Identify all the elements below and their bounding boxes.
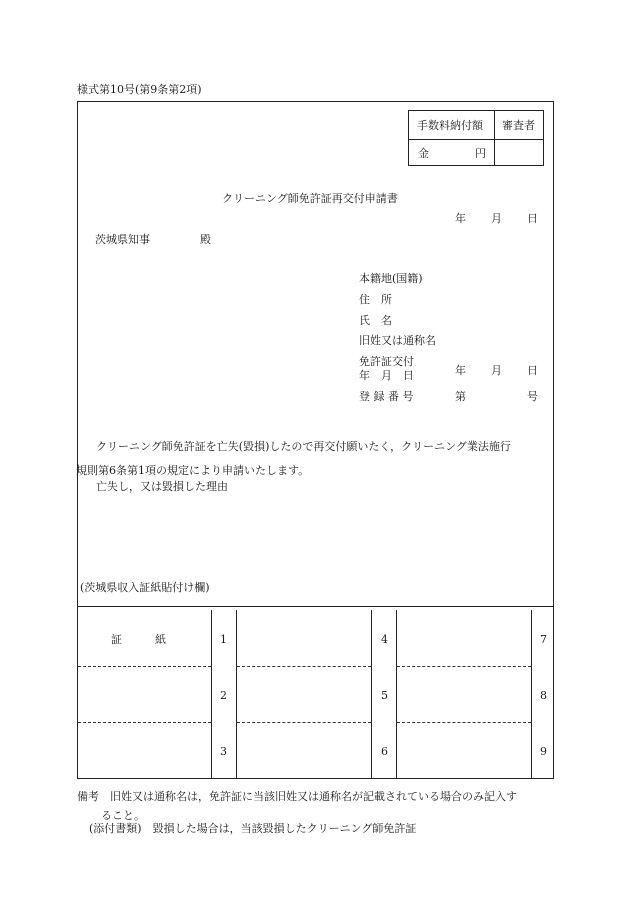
stamp-cell-number: 9: [540, 745, 547, 758]
stamp-cell-number: 3: [220, 745, 227, 758]
addressee-name: 茨城県知事: [95, 233, 150, 246]
remark-line-1: 備考 旧姓又は通称名は，免許証に当該旧姓又は通称名が記載されている場合のみ記入す: [77, 790, 517, 803]
remark-line-2: ること。: [101, 809, 145, 822]
attachments-note: (添付書類) 毀損した場合は，当該毀損したクリーニング師免許証: [89, 822, 417, 835]
remarks: [77, 787, 557, 825]
stamp-cell-number: 1: [220, 633, 227, 646]
stamp-cell-number: 7: [540, 633, 547, 646]
stamp-label: 証 紙: [111, 633, 166, 646]
amount-prefix: 金: [418, 147, 429, 160]
statement-line-1: クリーニング師免許証を亡失(毀損)したので再交付願いたく，クリーニング業法施行: [96, 440, 511, 453]
stamp-cell-number: 8: [540, 689, 547, 702]
fee-header: 手数料納付額: [417, 119, 483, 132]
address-label: 住 所: [359, 293, 392, 306]
name-label: 氏 名: [359, 314, 392, 327]
issue-date-label-2: 年 月 日: [359, 369, 414, 382]
amount-unit: 円: [475, 147, 486, 160]
reason-label: 亡失し，又は毀損した理由: [96, 480, 228, 493]
issue-date-label-1: 免許証交付: [359, 355, 414, 368]
form-number: 様式第10号(第9条第2項): [77, 83, 202, 96]
stamp-cell-number: 5: [381, 689, 388, 702]
stamp-cell-number: 2: [220, 689, 227, 702]
issue-day: 日: [527, 364, 538, 377]
examiner-header: 審査者: [502, 119, 535, 132]
maiden-name-label: 旧姓又は通称名: [359, 334, 436, 347]
application-statement: [76, 435, 546, 483]
registration-suffix: 号: [527, 390, 538, 403]
fee-box: [408, 110, 544, 166]
date-year: 年: [455, 212, 466, 225]
issue-year: 年: [455, 364, 466, 377]
issue-month: 月: [491, 364, 502, 377]
statement-line-2: 規則第6条第1項の規定により申請いたします。: [76, 464, 310, 477]
registration-prefix: 第: [455, 390, 466, 403]
addressee-honorific: 殿: [200, 233, 211, 246]
registration-label: 登 録 番 号: [359, 390, 414, 403]
stamp-separator: [77, 606, 554, 607]
date-day: 日: [527, 212, 538, 225]
domicile-label: 本籍地(国籍): [359, 272, 423, 285]
stamp-cell-number: 6: [381, 745, 388, 758]
stamp-cell-number: 4: [381, 633, 388, 646]
date-month: 月: [491, 212, 502, 225]
form-title: クリーニング師免許証再交付申請書: [222, 192, 398, 205]
stamp-section-label: (茨城県収入証紙貼付け欄): [80, 581, 210, 594]
